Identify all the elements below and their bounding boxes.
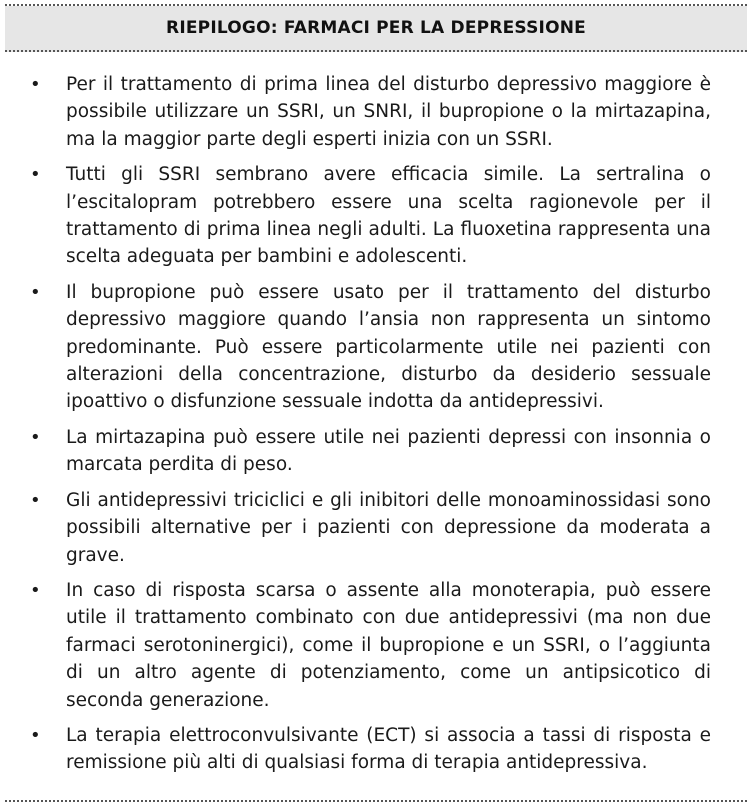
list-item	[5, 577, 747, 714]
bullet-icon: •	[30, 281, 41, 303]
list-item	[5, 279, 747, 416]
bullet-icon: •	[30, 74, 41, 95]
bullet-icon: •	[30, 426, 41, 448]
bullet-icon: •	[30, 579, 41, 601]
list-item	[5, 424, 747, 479]
list-item-text: Tutti gli SSRI sembrano avere efficacia simile. La sertralina o l’escitalopram potrebbero essere una scelta ragionevole per il trattamento di prima linea negli adulti. La fluoxetina rappresenta una scelta adeguata per bambini e adolescenti.	[66, 164, 711, 268]
list-item	[5, 161, 747, 271]
summary-title: RIEPILOGO: FARMACI PER LA DEPRESSIONE	[166, 18, 586, 38]
summary-header	[5, 6, 747, 52]
list-item-text: La terapia elettroconvulsivante (ECT) si associa a tassi di risposta e remissione più alti di qualsiasi forma di terapia antidepressiva.	[66, 724, 711, 774]
list-item	[5, 722, 747, 777]
list-item	[5, 71, 747, 153]
summary-box	[5, 4, 747, 802]
summary-list	[5, 52, 747, 777]
bullet-icon: •	[30, 164, 41, 186]
list-item	[5, 487, 747, 569]
list-item-text: Il bupropione può essere usato per il trattamento del disturbo depressivo maggiore quando l’ansia non rappresenta un sintomo predominante. Può essere particolarmente utile nei pazienti con alterazioni della concentrazione, disturbo da desiderio sessuale ipoattivo o disfunzione sessuale indotta da antidepressivi.	[66, 281, 711, 413]
list-item-text: Gli antidepressivi triciclici e gli inibitori delle monoaminossidasi sono possibili alternative per i pazienti con depressione da moderata a grave.	[66, 489, 711, 566]
list-item-text: Per il trattamento di prima linea del disturbo depressivo maggiore è possibile utilizzare un SSRI, un SNRI, il bupropione o la mirtazapina, ma la maggior parte degli esperti inizia con un SSRI.	[66, 74, 711, 150]
list-item-text: In caso di risposta scarsa o assente alla monoterapia, può essere utile il trattamento combinato con due antidepressivi (ma non due farmaci serotoninergici), come il bupropione e un SSRI, o l’aggiunta di un altro agente di potenziamento, come un antipsicotico di seconda generazione.	[66, 579, 711, 711]
bullet-icon: •	[30, 724, 41, 746]
bullet-icon: •	[30, 489, 41, 511]
list-item-text: La mirtazapina può essere utile nei pazienti depressi con insonnia o marcata perdita di peso.	[66, 426, 711, 476]
